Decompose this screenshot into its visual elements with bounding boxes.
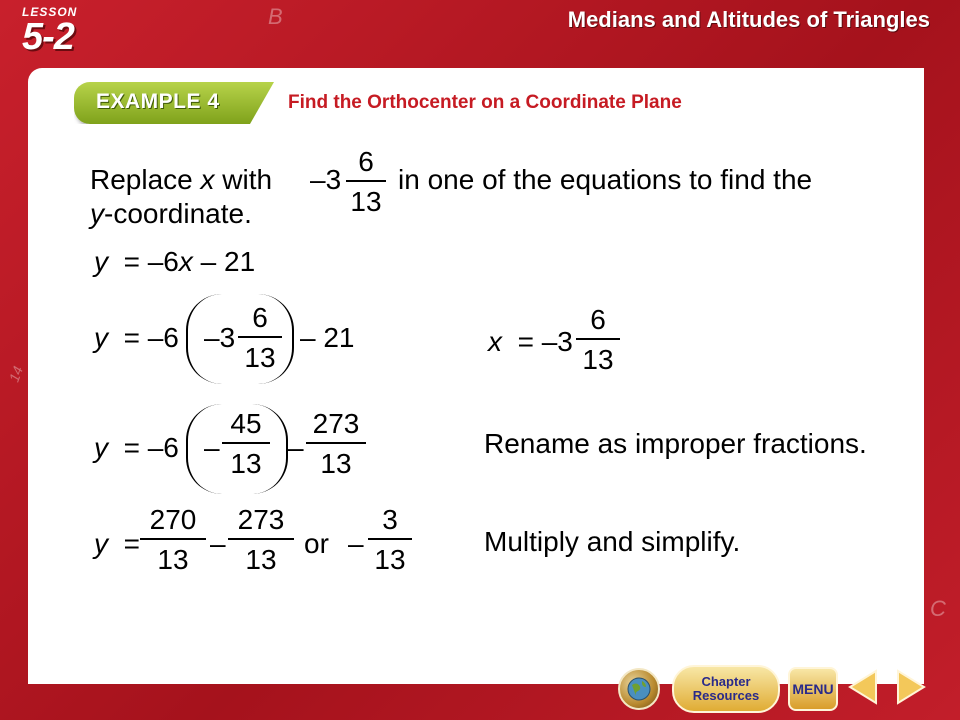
decor-letter-c: C	[930, 596, 946, 621]
equation-3-neg: –	[204, 432, 220, 463]
arrow-left-icon	[846, 668, 880, 706]
equation-4-fraction-1: 270 13	[140, 506, 206, 574]
lesson-badge	[8, 2, 92, 66]
example-subtitle: Find the Orthocenter on a Coordinate Plane	[288, 92, 682, 113]
lesson-word: LESSON	[22, 5, 78, 19]
x-value-fraction: 6 13	[576, 306, 620, 374]
menu-button[interactable]	[788, 667, 838, 711]
intro-whole: –3	[310, 164, 342, 195]
equation-2-fraction: 6 13	[238, 304, 282, 372]
intro-text-1: Replace x with	[90, 164, 273, 195]
equation-1: y = –6x – 21	[94, 246, 256, 277]
header-bar	[0, 0, 960, 58]
equation-4-or: or	[304, 528, 329, 559]
chapter-resources-button[interactable]	[672, 665, 780, 713]
equation-4-lhs: y =	[94, 528, 140, 559]
intro-text-3: y-coordinate.	[90, 198, 252, 229]
note-multiply: Multiply and simplify.	[484, 526, 741, 557]
equation-3-minus: –	[288, 432, 304, 463]
equation-2-lhs: y = –6	[94, 322, 179, 353]
intro-fraction: 6 13	[346, 148, 386, 216]
equation-4-neg: –	[348, 528, 364, 559]
intro-text-2: in one of the equations to find the	[398, 164, 813, 195]
note-rename: Rename as improper fractions.	[484, 428, 867, 459]
decor-number-14: 14	[5, 363, 26, 385]
menu-label: MENU	[792, 681, 834, 697]
globe-icon	[626, 676, 652, 702]
equation-3-fraction-1: 45 13	[222, 410, 270, 478]
equation-3-lhs: y = –6	[94, 432, 179, 463]
page-title: Medians and Altitudes of Triangles	[567, 7, 930, 32]
x-value-lhs: x = –3	[488, 326, 573, 357]
equation-4-minus: –	[210, 528, 226, 559]
equation-4-fraction-2: 273 13	[228, 506, 294, 574]
arrow-right-icon	[894, 668, 928, 706]
example-label: EXAMPLE 4	[96, 90, 220, 113]
lesson-number: 5-2	[22, 16, 74, 58]
chapter-label-2: Resources	[692, 688, 760, 703]
equation-3-fraction-2: 273 13	[306, 410, 366, 478]
equation-4-fraction-3: 3 13	[368, 506, 412, 574]
equation-2-whole: –3	[204, 322, 236, 353]
globe-button[interactable]	[618, 668, 660, 710]
next-button[interactable]	[894, 668, 928, 706]
content-panel	[28, 68, 924, 684]
previous-button[interactable]	[846, 668, 880, 706]
equation-2-tail: – 21	[300, 322, 355, 353]
chapter-label-1: Chapter	[701, 674, 751, 690]
decor-letter-b: B	[268, 4, 283, 29]
